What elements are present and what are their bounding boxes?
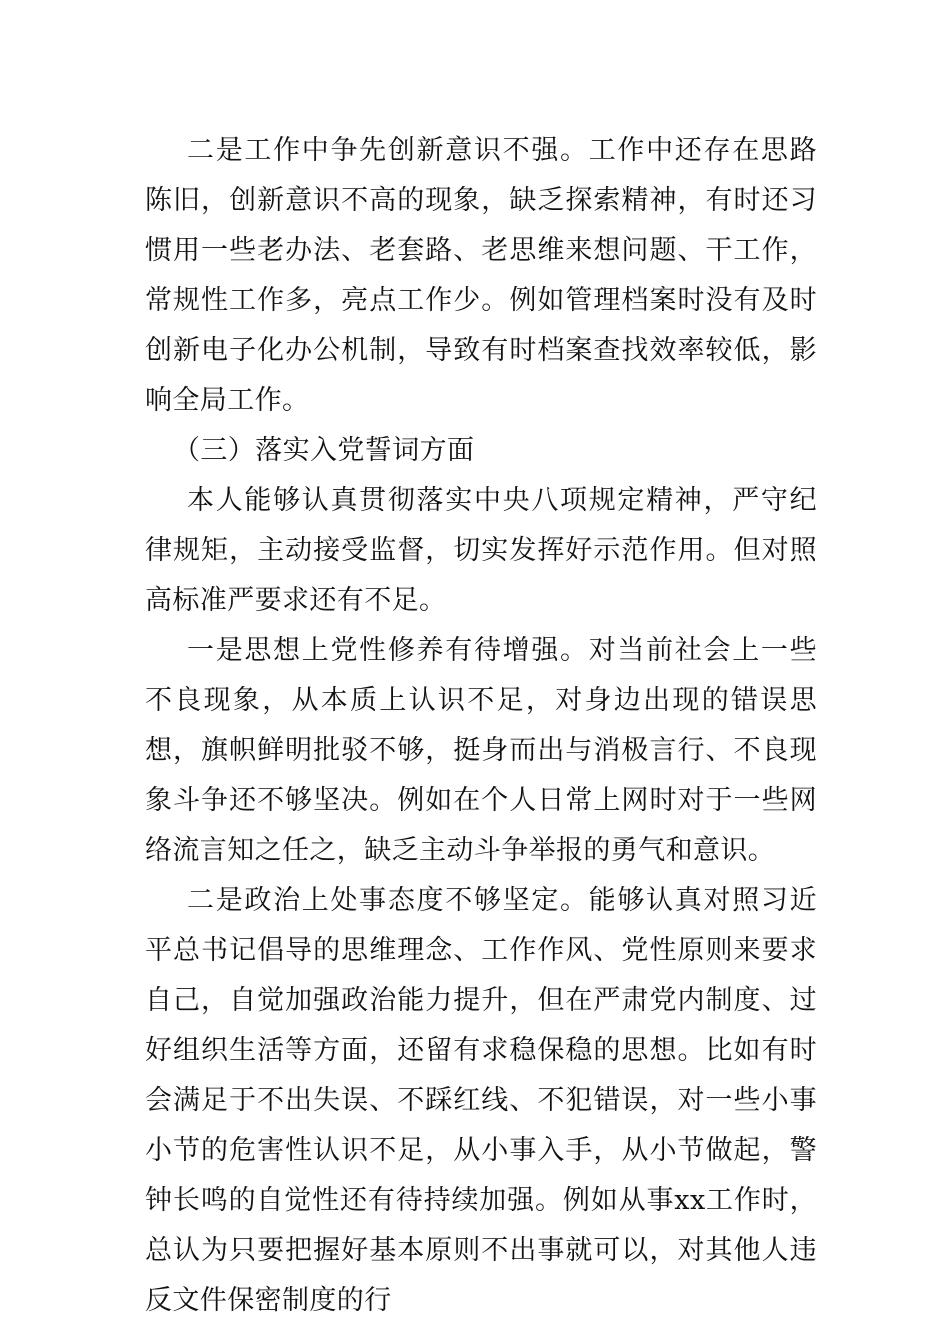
section-heading-oath: （三）落实入党誓词方面 [173, 435, 475, 466]
paragraph-political-attitude: 二是政治上处事态度不够坚定。能够认真对照习近平总书记倡导的思维理念、工作作风、党性原则来要求自己，自觉加强政治能力提升，但在严肃党内制度、过好组织生活等方面，还留有求稳保稳的思想。比如有时会满足于不出失误、不踩红线、不犯错误，对一些小事小节的危害性认识不足，从小事入手，从小节做起，警钟长鸣的自觉性还有待持续加强。例如从事xx工作时，总认为只要把握好基本原则不出事就可以，对其他人违反文件保密制度的行 [145, 885, 817, 1316]
paragraph-oath-intro: 本人能够认真贯彻落实中央八项规定精神，严守纪律规矩，主动接受监督，切实发挥好示范作用。但对照高标准严要求还有不足。 [145, 485, 817, 616]
document-body [145, 126, 817, 1326]
paragraph-party-spirit: 一是思想上党性修养有待增强。对当前社会上一些不良现象，从本质上认识不足，对身边出现的错误思想，旗帜鲜明批驳不够，挺身而出与消极言行、不良现象斗争还不够坚决。例如在个人日常上网时对于一些网络流言知之任之，缺乏主动斗争举报的勇气和意识。 [145, 635, 817, 866]
paragraph-innovation: 二是工作中争先创新意识不强。工作中还存在思路陈旧，创新意识不高的现象，缺乏探索精神，有时还习惯用一些老办法、老套路、老思维来想问题、干工作，常规性工作多，亮点工作少。例如管理档案时没有及时创新电子化办公机制，导致有时档案查找效率较低，影响全局工作。 [145, 135, 817, 416]
